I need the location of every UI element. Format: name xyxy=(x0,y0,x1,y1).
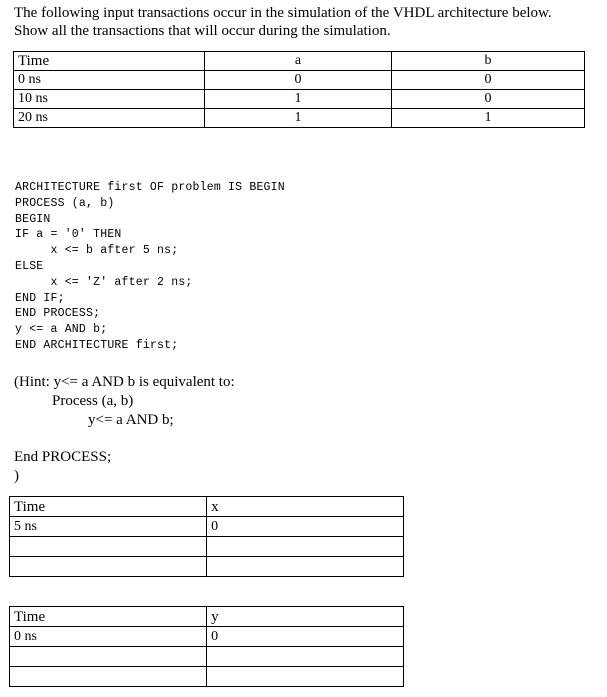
code-line: PROCESS (a, b) xyxy=(15,196,115,210)
hint-end xyxy=(14,448,111,486)
cell-a: 1 xyxy=(205,90,392,109)
table-row xyxy=(10,647,404,667)
header-x: x xyxy=(207,497,404,517)
table-header-row xyxy=(10,607,404,627)
cell-time: 5 ns xyxy=(10,517,207,537)
table-row xyxy=(14,90,585,109)
cell-y: 0 xyxy=(207,627,404,647)
y-transactions-table xyxy=(9,606,404,687)
code-line: x <= 'Z' after 2 ns; xyxy=(15,275,193,289)
cell-time: 10 ns xyxy=(14,90,205,109)
code-line: END IF; xyxy=(15,291,65,305)
cell-x: 0 xyxy=(207,517,404,537)
x-transactions-table xyxy=(9,496,404,577)
header-time: Time xyxy=(10,497,207,517)
table-row xyxy=(10,667,404,687)
code-line: BEGIN xyxy=(15,212,51,226)
cell-time xyxy=(10,667,207,687)
cell-time xyxy=(10,557,207,577)
table-row xyxy=(14,71,585,90)
hint-line-1: (Hint: y<= a AND b is equivalent to: xyxy=(14,374,235,390)
code-line: IF a = '0' THEN xyxy=(15,228,122,242)
table-row xyxy=(10,627,404,647)
table-header-row xyxy=(14,52,585,71)
cell-time xyxy=(10,537,207,557)
cell-time: 0 ns xyxy=(10,627,207,647)
header-a: a xyxy=(205,52,392,71)
intro-line-1: The following input transactions occur in the simulation of the VHDL architecture below. xyxy=(14,5,552,21)
cell-a: 1 xyxy=(205,109,392,128)
input-transactions-table xyxy=(13,51,585,128)
cell-b: 0 xyxy=(392,90,585,109)
problem-statement xyxy=(14,4,599,40)
code-line: END PROCESS; xyxy=(15,307,101,321)
header-time: Time xyxy=(14,52,205,71)
code-line: y <= a AND b; xyxy=(15,323,108,337)
code-line: ARCHITECTURE first OF problem IS BEGIN xyxy=(15,181,285,194)
intro-line-2: Show all the transactions that will occur during the simulation. xyxy=(14,23,391,39)
cell-x xyxy=(207,557,404,577)
code-line: x <= b after 5 ns; xyxy=(15,244,179,258)
cell-y xyxy=(207,647,404,667)
header-y: y xyxy=(207,607,404,627)
hint-line-3: y<= a AND b; xyxy=(88,412,174,428)
table-row xyxy=(14,109,585,128)
cell-b: 1 xyxy=(392,109,585,128)
cell-b: 0 xyxy=(392,71,585,90)
cell-a: 0 xyxy=(205,71,392,90)
vhdl-code-block xyxy=(15,180,285,354)
hint-line-5: ) xyxy=(14,468,19,484)
hint-line-2: Process (a, b) xyxy=(52,393,134,409)
hint-block xyxy=(14,373,235,430)
code-line: END ARCHITECTURE first; xyxy=(15,338,179,352)
cell-time xyxy=(10,647,207,667)
table-header-row xyxy=(10,497,404,517)
cell-time: 0 ns xyxy=(14,71,205,90)
header-time: Time xyxy=(10,607,207,627)
table-row xyxy=(10,517,404,537)
cell-y xyxy=(207,667,404,687)
table-row xyxy=(10,537,404,557)
cell-time: 20 ns xyxy=(14,109,205,128)
hint-line-4: End PROCESS; xyxy=(14,449,112,465)
cell-x xyxy=(207,537,404,557)
table-row xyxy=(10,557,404,577)
code-line: ELSE xyxy=(15,259,44,273)
header-b: b xyxy=(392,52,585,71)
